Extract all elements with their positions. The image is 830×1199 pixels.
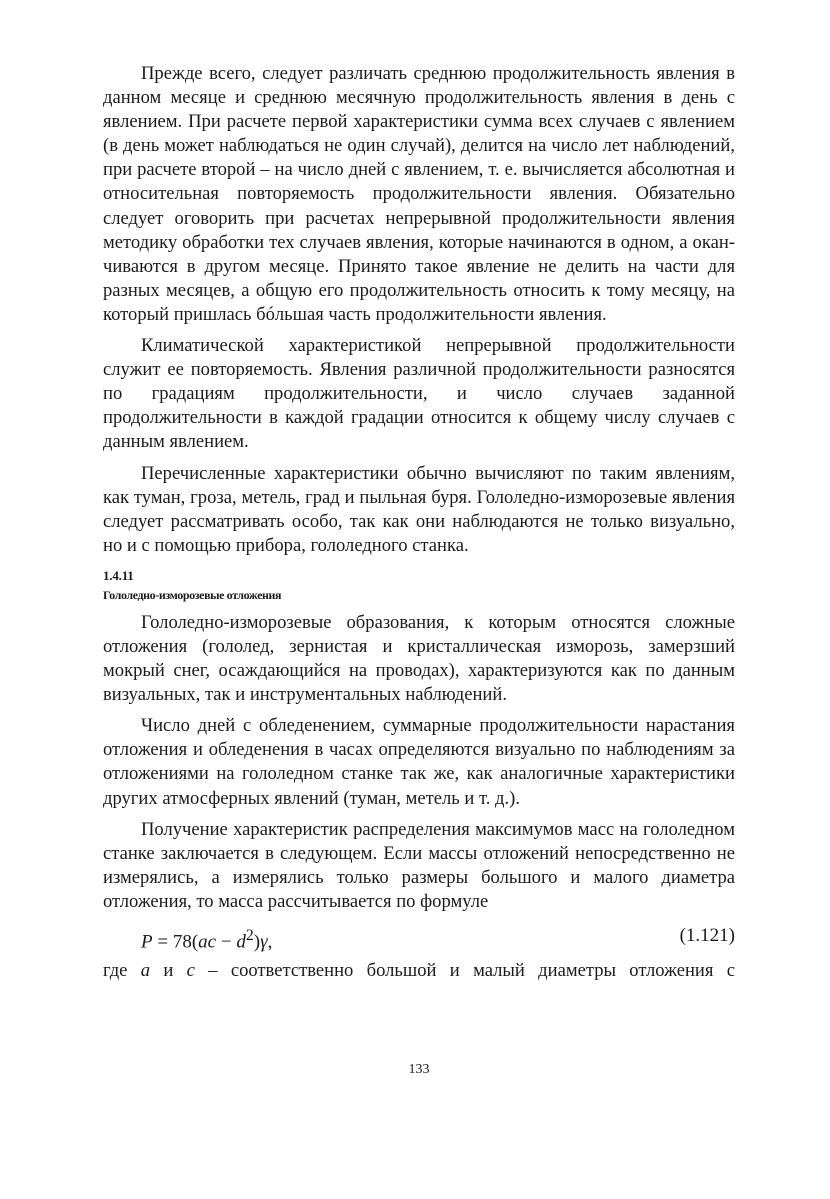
page-content <box>103 62 736 1077</box>
last-line-pre: где <box>103 960 141 981</box>
last-line-post: – соответственно большой и малый диаметры отложения с <box>194 960 736 981</box>
formula-number: (1.121) <box>679 925 735 946</box>
page-number: 133 <box>408 1062 430 1077</box>
paragraph-2: Климатической характеристикой непрерывной продолжительности служит ее повторяемость. Явления различной продолжительности разносятся по градациям продолжительности, и число случаев заданной продолжительности в каждой градации относится к общему числу случаев с данным явлением. <box>103 335 735 453</box>
formula-d: d <box>236 931 246 953</box>
last-line-a: a <box>140 960 151 981</box>
paragraph-6: Получение характеристик распределения максимумов масс на гололедном станке заключается в следующем. Если массы отложений непосредственно не измерялись, а измерялись только размеры большого и малого диаметра отложения, то масса рассчитывается по формуле <box>103 818 735 912</box>
formula-minus: − <box>216 931 237 953</box>
paragraph-4: Гололедно-изморозевые образования, к которым относятся сложные отложения (гололед, зернистая и кристаллическая изморозь, замерзший мокрый снег, осаждающийся на проводах), характеризуются как по данным визуальных, так и инструментальных наблюдений. <box>103 611 735 706</box>
formula-gamma: γ <box>260 931 268 953</box>
last-line-mid: и <box>150 960 187 981</box>
last-line-c: c <box>186 960 195 981</box>
paragraph-3: Перечисленные характеристики обычно вычисляют по таким явлениям, как туман, гроза, метель, град и пыльная буря. Гололедно-изморозевые явления следует рассматривать особо, так как они наблюдаются не только визуально, но и с помощью прибора, гололедного станка. <box>103 462 735 556</box>
section-title: Гололедно-изморозевые отложения <box>103 587 282 602</box>
formula-p: P <box>141 931 153 953</box>
formula-eq: = 78( <box>152 931 199 953</box>
last-line <box>103 959 735 983</box>
formula-close: ) <box>253 931 261 953</box>
formula-comma: , <box>267 931 273 953</box>
section-number: 1.4.11 <box>103 567 134 583</box>
paragraph-5: Число дней с обледенением, суммарные продолжительности нарастания отложения и обледенения в часах определяются визуально по наблюдениям за отложениями на гололедном станке так же, как аналогичные характеристики других атмосферных явлений (туман, метель и т. д.). <box>103 715 735 809</box>
formula <box>141 921 272 957</box>
formula-sup: 2 <box>245 927 254 944</box>
formula-row <box>103 921 735 951</box>
formula-c: c <box>207 931 217 953</box>
formula-a: a <box>198 931 208 953</box>
paragraph-1: Прежде всего, следует различать среднюю продолжительность явления в данном месяце и среднюю месячную продолжительность явления в день с явлением. При расчете первой характеристики сумма всех случаев с явлением (в день может наблюдаться не один случай), делится на число лет наблюдений, при расчете второй – на число дней с явлением, т. е. вычисляется абсолютная и относительная повторяемость продолжительности явления. Обязательно следует оговорить при расчетах непрерывной продолжительности явления методику обработки тех случаев явления, которые начинаются в одном, а оканчиваются в другом месяце. Принято такое явление не делить на части для разных месяцев, а общую его продолжительность относить к тому месяцу, на который пришлась бóльшая часть продолжительности явления. <box>103 63 735 325</box>
